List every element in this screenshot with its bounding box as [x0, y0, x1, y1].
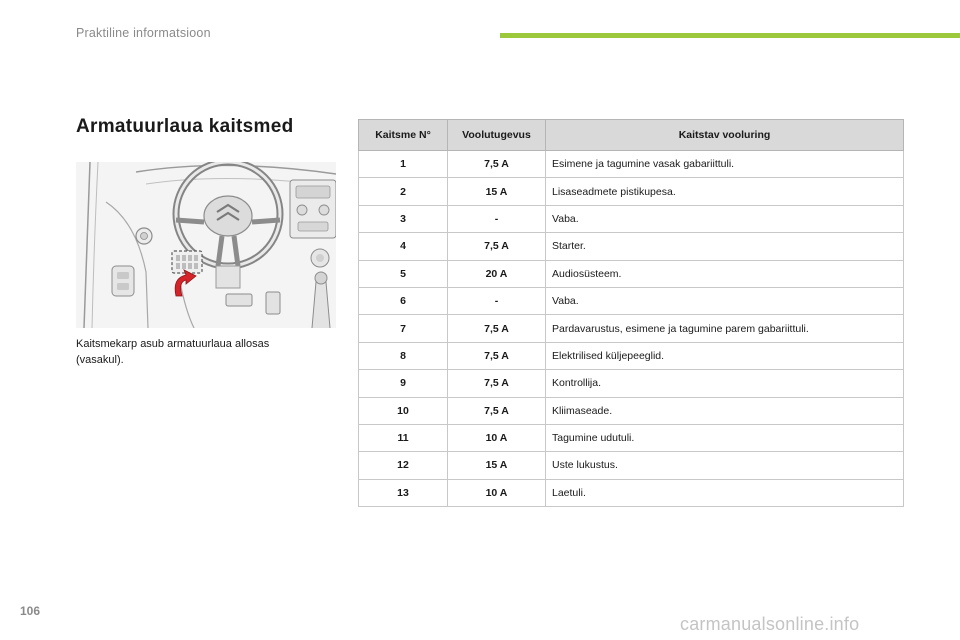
table-row	[359, 397, 904, 424]
fuse-circuit: Tagumine udutuli.	[546, 424, 904, 451]
table-row	[359, 452, 904, 479]
fuse-amperage: 15 A	[448, 452, 546, 479]
fuse-circuit: Pardavarustus, esimene ja tagumine parem gabariittuli.	[546, 315, 904, 342]
column-header-amperage: Voolutugevus	[448, 120, 546, 151]
fuse-number: 10	[359, 397, 448, 424]
header-accent-bar	[500, 33, 960, 38]
fuse-number: 12	[359, 452, 448, 479]
running-header: Praktiline informatsioon	[76, 26, 211, 40]
fuse-amperage: 10 A	[448, 479, 546, 506]
fuse-amperage: 7,5 A	[448, 370, 546, 397]
fuse-circuit: Vaba.	[546, 205, 904, 232]
fuse-circuit: Laetuli.	[546, 479, 904, 506]
fuse-circuit: Uste lukustus.	[546, 452, 904, 479]
fuse-circuit: Elektrilised küljepeeglid.	[546, 342, 904, 369]
fuse-number: 1	[359, 151, 448, 178]
fuse-circuit: Kliimaseade.	[546, 397, 904, 424]
section-title: Armatuurlaua kaitsmed	[76, 116, 294, 137]
dashboard-illustration	[76, 162, 336, 328]
fuse-number: 9	[359, 370, 448, 397]
fuse-amperage: 15 A	[448, 178, 546, 205]
fuse-amperage: -	[448, 205, 546, 232]
fuse-number: 4	[359, 233, 448, 260]
illustration-caption: Kaitsmekarp asub armatuurlaua allosas (vasakul).	[76, 338, 270, 366]
page-number: 106	[20, 604, 41, 618]
fuse-circuit: Starter.	[546, 233, 904, 260]
fuse-amperage: 7,5 A	[448, 342, 546, 369]
table-header-row	[359, 120, 904, 151]
fuse-amperage: 20 A	[448, 260, 546, 287]
fuse-circuit: Esimene ja tagumine vasak gabariittuli.	[546, 151, 904, 178]
fuse-amperage: 7,5 A	[448, 315, 546, 342]
column-header-circuit: Kaitstav vooluring	[546, 120, 904, 151]
fuse-number: 6	[359, 287, 448, 314]
table-row	[359, 370, 904, 397]
table-row	[359, 205, 904, 232]
table-row	[359, 151, 904, 178]
fuse-number: 13	[359, 479, 448, 506]
fuse-circuit: Kontrollija.	[546, 370, 904, 397]
fuse-number: 7	[359, 315, 448, 342]
fuse-amperage: -	[448, 287, 546, 314]
table-row	[359, 315, 904, 342]
table-row	[359, 424, 904, 451]
table-row	[359, 260, 904, 287]
fuse-amperage: 7,5 A	[448, 233, 546, 260]
column-header-fuse-number: Kaitsme N°	[359, 120, 448, 151]
fuse-amperage: 10 A	[448, 424, 546, 451]
table-row	[359, 287, 904, 314]
fuse-number: 3	[359, 205, 448, 232]
fuse-number: 11	[359, 424, 448, 451]
fuse-circuit: Vaba.	[546, 287, 904, 314]
table-row	[359, 479, 904, 506]
table-row	[359, 178, 904, 205]
table-row	[359, 233, 904, 260]
fuse-circuit: Audiosüsteem.	[546, 260, 904, 287]
table-row	[359, 342, 904, 369]
fuse-amperage: 7,5 A	[448, 151, 546, 178]
fuse-amperage: 7,5 A	[448, 397, 546, 424]
fuse-table	[358, 119, 904, 507]
fuse-number: 5	[359, 260, 448, 287]
fuse-circuit: Lisaseadmete pistikupesa.	[546, 178, 904, 205]
watermark: carmanualsonline.info	[680, 614, 860, 634]
fuse-number: 2	[359, 178, 448, 205]
fuse-number: 8	[359, 342, 448, 369]
